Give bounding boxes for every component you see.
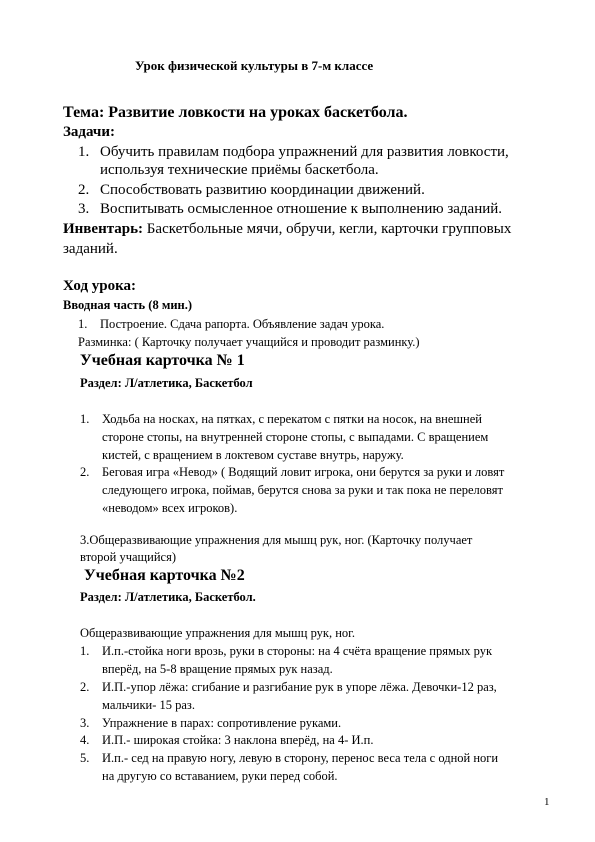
card2-intro: Общеразвивающие упражнения для мышц рук, ног. (80, 626, 356, 640)
lesson-heading: Ход урока: (63, 278, 137, 294)
inventory-label: Инвентарь: (63, 221, 144, 237)
card2-item: 1. И.п.-стойка ноги врозь, руки в стороны: на 4 счёта вращение прямых рук (80, 644, 493, 658)
task-item-cont: используя технические приёмы баскетбола. (100, 162, 379, 178)
card2-item: 5. И.п.- сед на правую ногу, левую в сторону, перенос веса тела с одной ноги (80, 751, 499, 765)
card1-item-cont: «неводом» всех игроков). (102, 501, 238, 515)
task-item: 3. Воспитывать осмысленное отношение к выполнению заданий. (78, 201, 503, 217)
inventory-cont: заданий. (63, 241, 118, 257)
task-item: 2. Способствовать развитию координации движений. (78, 182, 425, 198)
card1-title: Учебная карточка № 1 (80, 352, 245, 369)
card2-item: 4. И.П.- широкая стойка: 3 наклона вперёд, на 4- И.п. (80, 733, 374, 747)
card2-section: Раздел: Л/атлетика, Баскетбол. (80, 590, 256, 604)
topic-value: Развитие ловкости на уроках баскетбола. (108, 104, 408, 121)
topic-label: Тема: (63, 104, 105, 121)
card2-item-cont: на другую со вставанием, руки перед собой. (102, 769, 338, 783)
tasks-heading: Задачи: (63, 124, 116, 140)
intro-item: 1. Построение. Сдача рапорта. Объявление задач урока. (78, 317, 385, 331)
inventory-line (63, 221, 511, 238)
card1-section: Раздел: Л/атлетика, Баскетбол (80, 376, 253, 390)
card1-item-cont: следующего игрока, поймав, берутся снова за руки и так пока не переловят (102, 483, 503, 497)
card2-item-cont: вперёд, на 5-8 вращение прямых рук назад. (102, 662, 333, 676)
card1-extra-line: 3.Общеразвивающие упражнения для мышц рук, ног. (Карточку получает (80, 533, 473, 547)
card1-item: 2. Беговая игра «Невод» ( Водящий ловит игрока, они берутся за руки и ловят (80, 465, 505, 479)
topic-line (63, 104, 407, 122)
card2-item-cont: мальчики- 15 раз. (102, 698, 195, 712)
card1-item-cont: стороне стопы, на внутренней стороне стопы, с выпадами. С вращением (102, 430, 489, 444)
card2-item: 3. Упражнение в парах: сопротивление руками. (80, 716, 342, 730)
document-title: Урок физической культуры в 7-м классе (135, 58, 374, 73)
intro-heading: Вводная часть (8 мин.) (63, 298, 193, 312)
card1-item-cont: кистей, с вращением в локтевом суставе внутрь, наружу. (102, 448, 404, 462)
page-number: 1 (544, 796, 550, 808)
task-item: 1. Обучить правилам подбора упражнений для развития ловкости, (78, 144, 509, 160)
card2-item: 2. И.П.-упор лёжа: сгибание и разгибание рук в упоре лёжа. Девочки-12 раз, (80, 680, 497, 694)
card1-item: 1. Ходьба на носках, на пятках, с перекатом с пятки на носок, на внешней (80, 412, 482, 426)
inventory-value: Баскетбольные мячи, обручи, кегли, карточки групповых (146, 221, 512, 237)
card1-extra-line: второй учащийся) (80, 550, 177, 564)
card2-title: Учебная карточка №2 (84, 567, 245, 584)
warmup-text: Разминка: ( Карточку получает учащийся и проводит разминку.) (78, 335, 420, 349)
